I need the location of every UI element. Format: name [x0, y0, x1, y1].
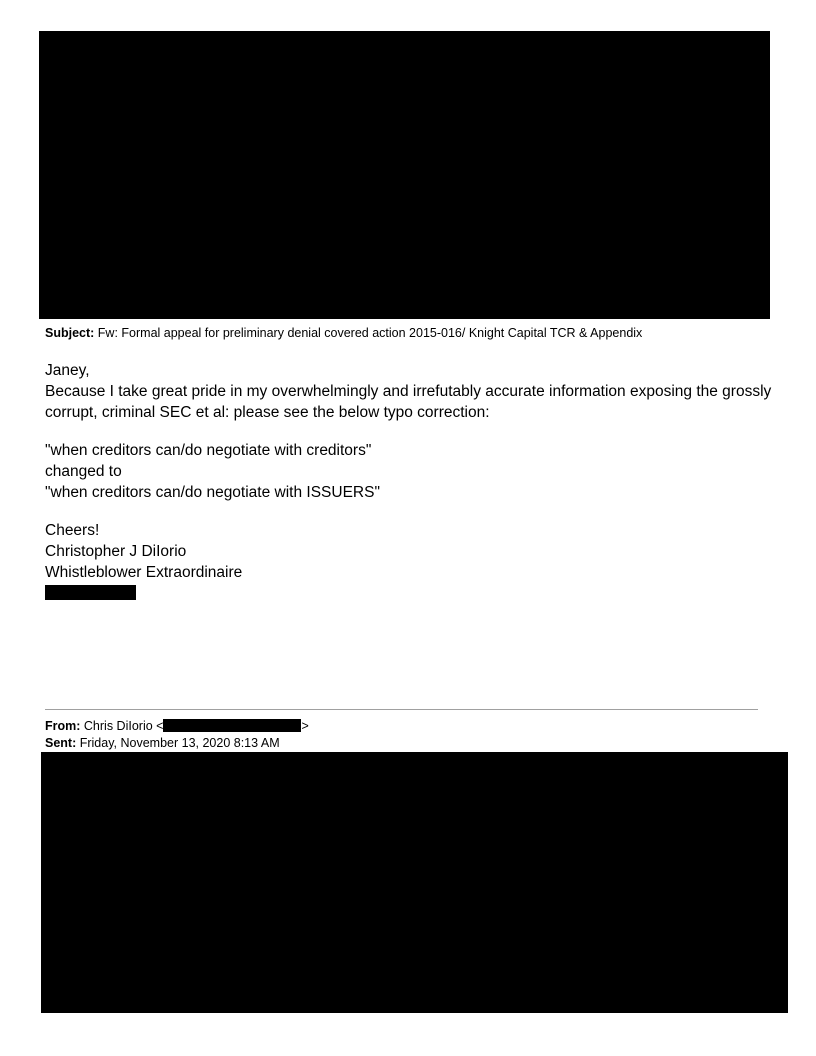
signature-name: Christopher J DiIorio — [45, 543, 187, 560]
subject-line — [45, 326, 642, 340]
quote-before: "when creditors can/do negotiate with creditors" — [45, 442, 372, 459]
redaction-block-bottom — [41, 752, 788, 1013]
sent-value: Friday, November 13, 2020 8:13 AM — [79, 736, 280, 750]
subject-label: Subject: — [45, 326, 95, 340]
changed-to-text: changed to — [45, 463, 122, 480]
paragraph-line-1: Because I take great pride in my overwhelmingly and irrefutably accurate information exposing the grossly — [45, 383, 772, 400]
redaction-block-email — [163, 719, 301, 732]
quote-after: "when creditors can/do negotiate with ISSUERS" — [45, 484, 380, 501]
from-name: Chris DiIorio < — [83, 719, 164, 733]
separator-line — [45, 709, 758, 710]
from-line — [45, 719, 309, 733]
redaction-block-signature — [45, 585, 136, 600]
paragraph-line-2: corrupt, criminal SEC et al: please see the below typo correction: — [45, 404, 490, 421]
from-close: > — [301, 719, 309, 733]
from-label: From: — [45, 719, 81, 733]
closing: Cheers! — [45, 522, 100, 539]
redaction-block-top — [39, 31, 770, 319]
signature-title: Whistleblower Extraordinaire — [45, 564, 243, 581]
greeting: Janey, — [45, 362, 90, 379]
sent-label: Sent: — [45, 736, 77, 750]
sent-line — [45, 736, 280, 750]
subject-value: Fw: Formal appeal for preliminary denial covered action 2015-016/ Knight Capital TCR & Appendix — [97, 326, 643, 340]
